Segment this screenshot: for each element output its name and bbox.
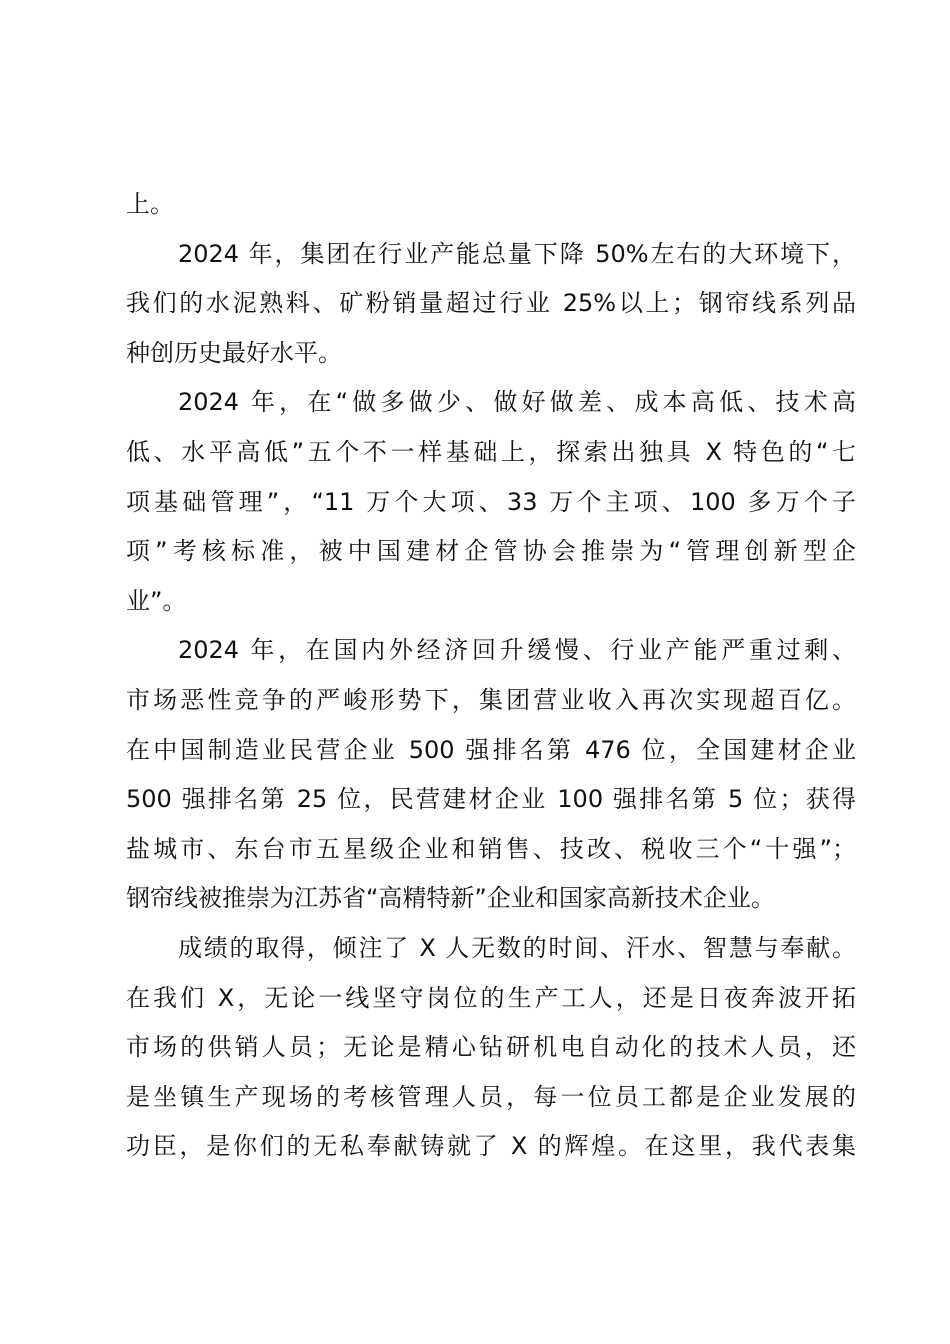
text-line: 盐城市、东台市五星级企业和销售、技改、税收三个“十强”； <box>126 834 856 863</box>
text-line: 上。 <box>126 190 174 218</box>
body-text <box>126 180 856 1172</box>
paragraph-first-line: 2024 年，集团在行业产能总量下降 50%左右的大环境下， <box>178 239 856 268</box>
text-line: 业”。 <box>126 586 187 615</box>
text-line: 500 强排名第 25 位，民营建材企业 100 强排名第 5 位；获得 <box>126 785 856 814</box>
text-line: 在我们 X，无论一线坚守岗位的生产工人，还是日夜奔波开拓 <box>126 983 856 1012</box>
paragraph-first-line: 成绩的取得，倾注了 X 人无数的时间、汗水、智慧与奉献。 <box>178 933 856 962</box>
paragraph-first-line: 2024 年，在国内外经济回升缓慢、行业产能严重过剩、 <box>178 636 856 665</box>
text-line: 低、水平高低”五个不一样基础上，探索出独具 X 特色的“七 <box>126 437 856 466</box>
text-line: 是坐镇生产现场的考核管理人员，每一位员工都是企业发展的 <box>126 1082 856 1111</box>
text-line: 钢帘线被推崇为江苏省“高精特新”企业和国家高新技术企业。 <box>126 884 775 913</box>
text-line: 项”考核标准，被中国建材企管协会推崇为“管理创新型企 <box>126 537 856 566</box>
text-line: 市场的供销人员；无论是精心钻研机电自动化的技术人员，还 <box>126 1033 856 1062</box>
text-line: 市场恶性竞争的严峻形势下，集团营业收入再次实现超百亿。 <box>126 685 856 714</box>
text-line: 我们的水泥熟料、矿粉销量超过行业 25%以上；钢帘线系列品 <box>126 289 856 318</box>
text-line: 项基础管理”，“11 万个大项、33 万个主项、100 多万个子 <box>126 487 856 516</box>
text-line: 种创历史最好水平。 <box>126 338 342 367</box>
text-line: 功臣，是你们的无私奉献铸就了 X 的辉煌。在这里，我代表集 <box>126 1132 856 1161</box>
paragraph-first-line: 2024 年，在“做多做少、做好做差、成本高低、技术高 <box>178 388 856 417</box>
text-line: 在中国制造业民营企业 500 强排名第 476 位，全国建材企业 <box>126 735 856 764</box>
